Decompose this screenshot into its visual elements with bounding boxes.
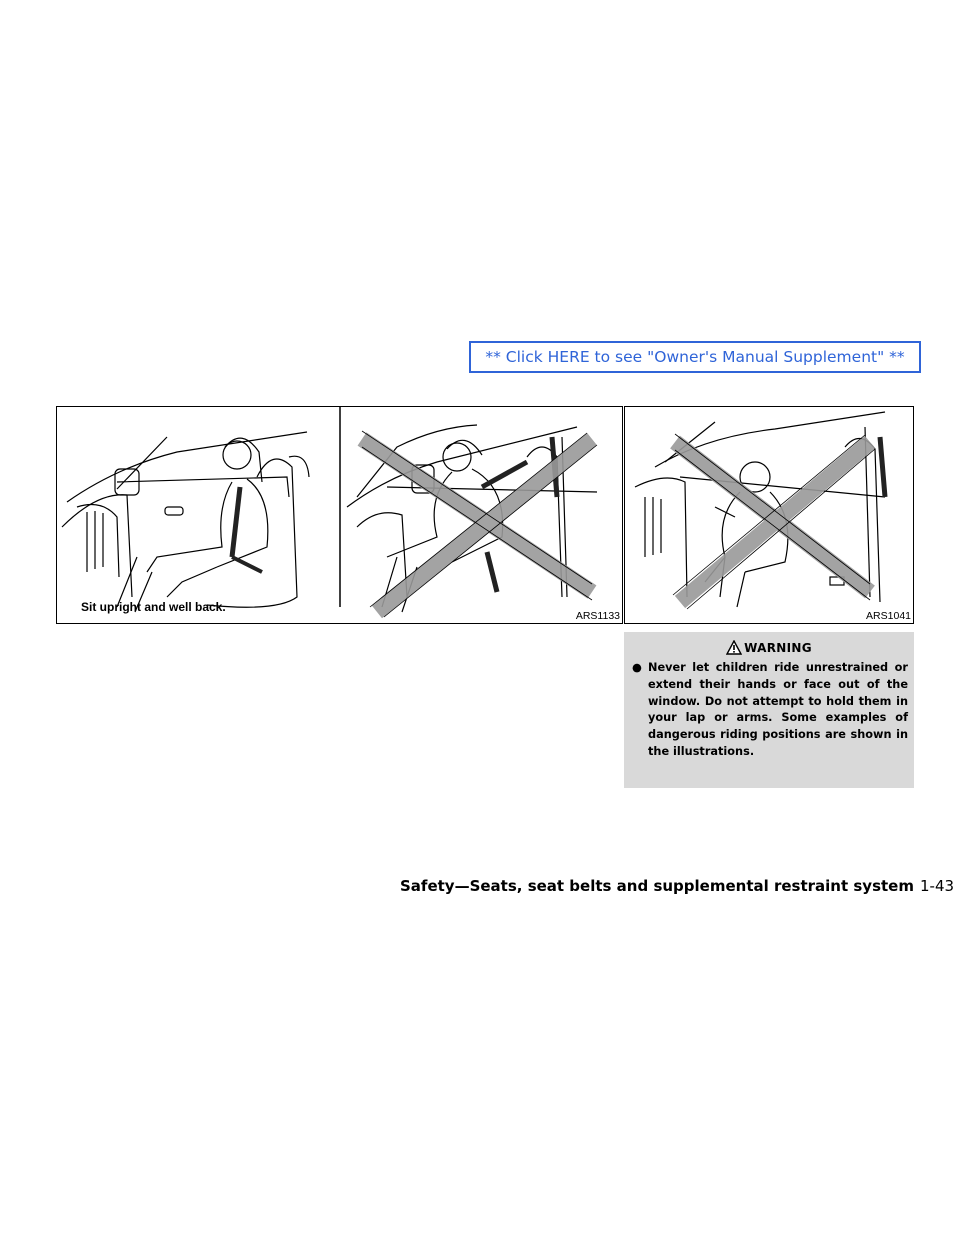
child-illustration (625, 407, 914, 624)
warning-item (632, 660, 908, 761)
section-title: Safety—Seats, seat belts and supplemental restraint system (400, 877, 914, 895)
warning-title: WARNING (744, 641, 812, 655)
page-number: 1-43 (919, 877, 955, 895)
bullet: ● (632, 661, 642, 674)
page-footer (400, 876, 955, 895)
figure-code: ARS1041 (866, 610, 911, 622)
figure-code: ARS1133 (575, 610, 620, 622)
supplement-link[interactable]: ** Click HERE to see "Owner's Manual Supplement" ** (469, 341, 921, 373)
warning-box (624, 632, 914, 788)
figure-child-unrestrained (624, 406, 914, 624)
figure-seating-positions (56, 406, 623, 624)
warning-triangle-icon (726, 640, 742, 655)
warning-text: Never let children ride unrestrained or extend their hands or face out of the window. Do not attempt to hold them in your lap or arms. Some examples of dangerous riding positions are shown in the illustrations. (648, 661, 908, 758)
warning-heading (624, 640, 914, 655)
seating-illustration (57, 407, 623, 624)
figure-caption: Sit upright and well back. (81, 600, 226, 614)
